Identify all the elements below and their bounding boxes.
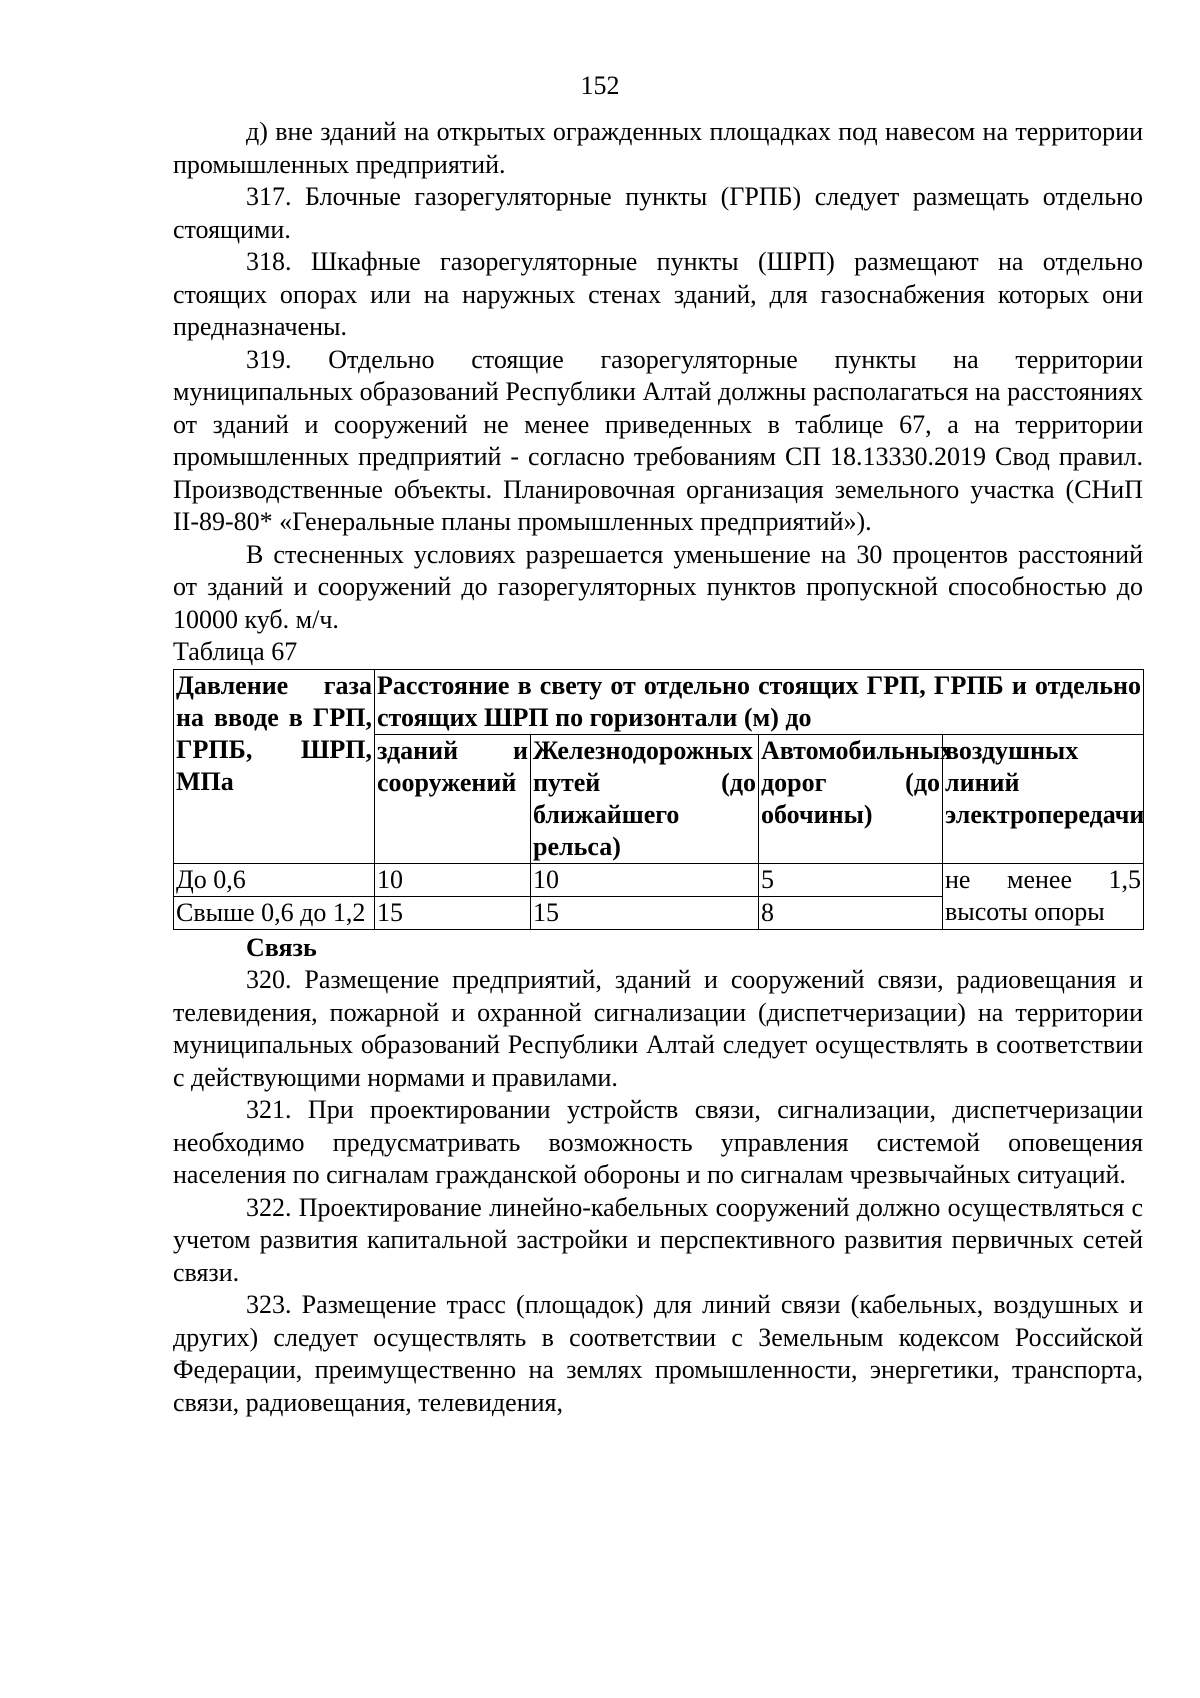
cell-railways: 10 <box>531 863 759 896</box>
paragraph: 321. При проектировании устройств связи, сигнализации, диспетчеризации необходимо предусматривать возможность управления системой оповещения населения по сигналам гражданской обороны и по сигналам чрезвычайных ситуаций. <box>173 1095 1143 1189</box>
cell-buildings: 15 <box>375 896 531 929</box>
cell-buildings: 10 <box>375 863 531 896</box>
distance-table <box>173 669 1144 930</box>
paragraph: 320. Размещение предприятий, зданий и сооружений связи, радиовещания и телевидения, пожарной и охранной сигнализации (диспетчеризации) на территории муниципальных образований Республики Алтай следует осуществлять в соответствии с действующими нормами и правилами. <box>173 965 1143 1092</box>
document-body <box>173 116 1143 1419</box>
header-buildings: зданий и сооружений <box>375 734 531 863</box>
header-distance-group: Расстояние в свету от отдельно стоящих ГРП, ГРПБ и отдельно стоящих ШРП по горизонтали (м) до <box>375 669 1144 734</box>
header-roads: Автомобильных дорог (до обочины) <box>759 734 943 863</box>
cell-railways: 15 <box>531 896 759 929</box>
cell-roads: 5 <box>759 863 943 896</box>
header-power-lines: воздушных линий электропередачи <box>943 734 1144 863</box>
paragraph: 322. Проектирование линейно-кабельных сооружений должно осуществляться с учетом развития капитальной застройки и перспективного развития первичных сетей связи. <box>173 1192 1143 1287</box>
paragraph: 318. Шкафные газорегуляторные пункты (ШРП) размещают на отдельно стоящих опорах или на наружных стенах зданий, для газоснабжения которых они предназначены. <box>173 247 1143 341</box>
section-title: Связь <box>246 932 317 962</box>
cell-pressure: Свыше 0,6 до 1,2 <box>174 896 375 929</box>
paragraph: В стесненных условиях разрешается уменьшение на 30 процентов расстояний от зданий и сооружений до газорегуляторных пунктов пропускной способностью до 10000 куб. м/ч. <box>173 539 1143 634</box>
paragraph: 319. Отдельно стоящие газорегуляторные пункты на территории муниципальных образований Республики Алтай должны располагаться на расстояниях от зданий и сооружений не менее приведенных в таблице 67, а на территории промышленных предприятий - согласно требованиям СП 18.13330.2019 Свод правил. Производственные объекты. Планировочная организация земельного участка (СНиП II-89-80* «Генеральные планы промышленных предприятий»). <box>173 344 1143 536</box>
cell-power-lines: не менее 1,5 высоты опоры <box>943 863 1144 929</box>
header-railways: Железнодорожных путей (до ближайшего рельса) <box>531 734 759 863</box>
paragraph: 323. Размещение трасс (площадок) для линий связи (кабельных, воздушных и других) следует осуществлять в соответствии с Земельным кодексом Российской Федерации, преимущественно на землях промышленности, энергетики, транспорта, связи, радиовещания, телевидения, <box>173 1290 1143 1417</box>
paragraph: д) вне зданий на открытых огражденных площадках под навесом на территории промышленных предприятий. <box>173 117 1143 179</box>
paragraph: 317. Блочные газорегуляторные пункты (ГРПБ) следует размещать отдельно стоящими. <box>173 182 1143 244</box>
table-header-row <box>174 669 1144 734</box>
cell-roads: 8 <box>759 896 943 929</box>
cell-pressure: До 0,6 <box>174 863 375 896</box>
page-number: 152 <box>580 71 620 100</box>
header-pressure: Давление газа на вводе в ГРП, ГРПБ, ШРП, МПа <box>174 669 375 863</box>
table-row <box>174 863 1144 896</box>
table-caption: Таблица 67 <box>173 637 298 666</box>
